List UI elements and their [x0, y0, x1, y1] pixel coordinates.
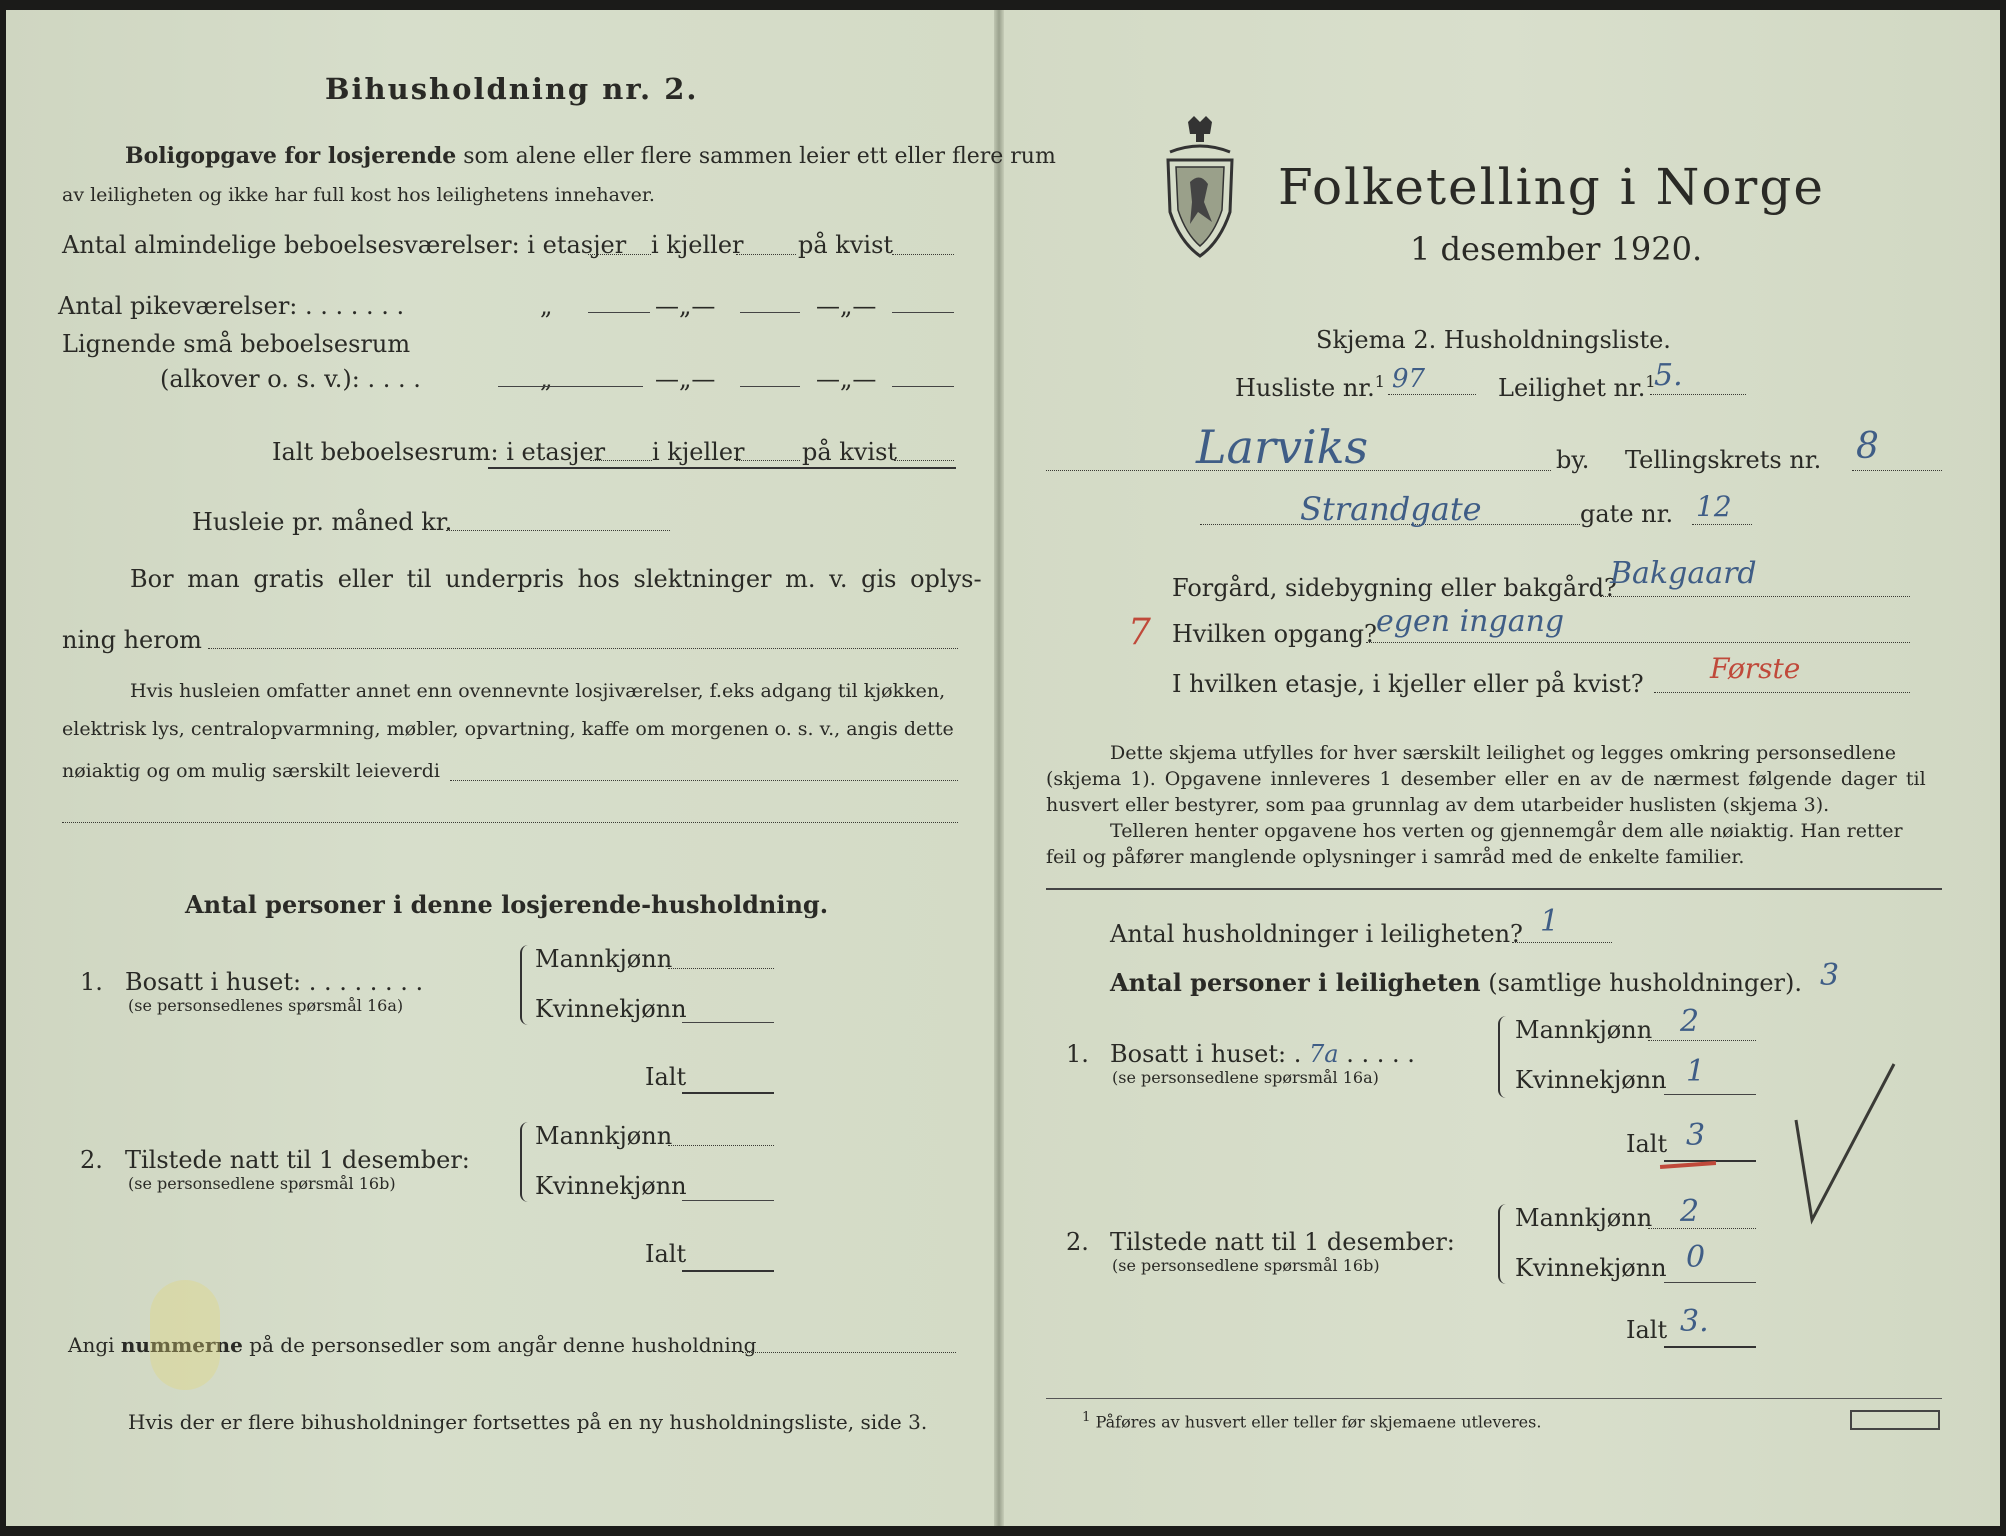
- opgang-field[interactable]: [1366, 642, 1910, 643]
- pike-etasjer-field[interactable]: [588, 312, 650, 313]
- left-q2-num: 2.: [80, 1146, 103, 1174]
- leilighet-label: [1498, 372, 1656, 402]
- pers-label: [1110, 968, 1802, 997]
- gate-value: 12: [1696, 490, 1732, 523]
- husliste-text: Husliste nr.: [1235, 374, 1375, 402]
- bihusholdning-title: Bihusholdning nr. 2.: [325, 72, 699, 106]
- small-rooms-label-1: Lignende små beboelsesrum: [62, 330, 411, 358]
- street-value: Strandgate: [1300, 490, 1482, 528]
- pers-label-rest: (samtlige husholdninger).: [1488, 969, 1803, 997]
- right-q2-ialt-value: 3.: [1680, 1304, 1709, 1339]
- right-q1-sub: (se personsedlene spørsmål 16a): [1112, 1068, 1379, 1087]
- page-fold: [994, 10, 1004, 1526]
- pers-value: 3: [1820, 958, 1840, 993]
- left-q2-ialt-field[interactable]: [682, 1270, 774, 1272]
- ialt-etasjer-field[interactable]: [590, 460, 652, 461]
- section-divider: [1046, 888, 1942, 890]
- paper-stain: [150, 1280, 220, 1390]
- left-q1-kvinne: Kvinnekjønn: [535, 995, 687, 1023]
- krets-value: 8: [1856, 426, 1879, 467]
- left-q1-num: 1.: [80, 968, 103, 996]
- incl-field[interactable]: [450, 780, 958, 781]
- angi-field[interactable]: [742, 1352, 956, 1353]
- footnote-text: Påføres av husvert eller teller før skjemaene utleveres.: [1095, 1412, 1542, 1432]
- hush-value: 1: [1540, 904, 1560, 939]
- right-q2-label: Tilstede natt til 1 desember:: [1110, 1228, 1455, 1256]
- right-q1-ialt: Ialt: [1626, 1130, 1668, 1158]
- ialt-rooms-underline: [488, 467, 956, 469]
- leilighet-value: 5.: [1654, 358, 1683, 393]
- small-ditto-3: —„—: [816, 365, 877, 393]
- right-q1-label: [1110, 1040, 1415, 1068]
- leilighet-field[interactable]: [1650, 394, 1746, 395]
- footnote-sup: 1: [1082, 1410, 1091, 1425]
- rooms-kjeller-field[interactable]: [736, 254, 796, 255]
- left-q2-kvinne-field[interactable]: [682, 1200, 774, 1201]
- pike-ditto-1: „: [540, 292, 553, 320]
- gate-field[interactable]: [1692, 524, 1752, 525]
- left-q2-sub: (se personsedlene spørsmål 16b): [128, 1174, 396, 1193]
- pike-label: Antal pikeværelser: . . . . . . .: [58, 292, 405, 320]
- red-mark: 7: [1128, 612, 1151, 653]
- husliste-field[interactable]: [1388, 394, 1476, 395]
- instr-1: Dette skjema utfylles for hver særskilt leilighet og legges omkring personsedlene: [1110, 742, 1896, 764]
- small-rooms-label-2: (alkover o. s. v.): . . . .: [160, 365, 421, 393]
- etasje-label: I hvilken etasje, i kjeller eller på kvist?: [1172, 670, 1644, 698]
- form-date: 1 desember 1920.: [1410, 230, 1703, 268]
- free-line-2: ning herom: [62, 626, 202, 654]
- coat-of-arms-icon: [1160, 112, 1240, 262]
- gate-label: gate nr.: [1580, 500, 1674, 528]
- intro-bold: Boligopgave for losjerende: [125, 143, 457, 169]
- right-q2-kvinne-value: 0: [1686, 1240, 1706, 1275]
- pike-ditto-2: —„—: [655, 292, 716, 320]
- pike-ditto-3: —„—: [816, 292, 877, 320]
- small-ditto-2: —„—: [655, 365, 716, 393]
- right-q1-brace: [1498, 1016, 1510, 1098]
- left-q2-kvinne: Kvinnekjønn: [535, 1172, 687, 1200]
- free-line-1: Bor man gratis eller til underpris hos slektninger m. v. gis oplys-: [130, 565, 982, 593]
- right-q2-ialt: Ialt: [1626, 1316, 1668, 1344]
- incl-field-2[interactable]: [62, 822, 958, 823]
- small-etasjer-field[interactable]: [498, 386, 643, 387]
- angi-rest: på de personsedler som angår denne husholdning: [249, 1333, 757, 1357]
- right-q1-ialt-value: 3: [1686, 1118, 1706, 1153]
- left-q1-kvinne-field[interactable]: [682, 1022, 774, 1023]
- ialt-kvist-label: på kvist: [802, 438, 898, 466]
- footnote: [1082, 1410, 1541, 1431]
- intro-line-1: [125, 143, 1056, 169]
- small-kvist-field[interactable]: [892, 386, 954, 387]
- rooms-etasjer-field[interactable]: [588, 254, 651, 255]
- left-footer: Hvis der er flere bihusholdninger fortsettes på en ny husholdningsliste, side 3.: [128, 1410, 928, 1434]
- etasje-value: Første: [1710, 652, 1801, 685]
- right-q1-mann-field[interactable]: [1648, 1040, 1756, 1041]
- left-q2-brace: [520, 1122, 532, 1202]
- intro-line-2: av leiligheten og ikke har full kost hos leilighetens innehaver.: [62, 184, 655, 206]
- right-q1-kvinne-value: 1: [1686, 1054, 1706, 1089]
- left-q1-brace: [520, 945, 532, 1025]
- printer-stamp: [1850, 1410, 1940, 1430]
- right-q2-kvinne-field[interactable]: [1664, 1282, 1756, 1283]
- hush-label: Antal husholdninger i leiligheten?: [1110, 920, 1523, 948]
- right-q2-num: 2.: [1066, 1228, 1089, 1256]
- ialt-kjeller-field[interactable]: [736, 460, 800, 461]
- rooms-kjeller-label: i kjeller: [651, 231, 744, 259]
- left-q2-mann-field[interactable]: [668, 1145, 774, 1146]
- right-q1-mark: 7a: [1309, 1040, 1339, 1068]
- right-q1-text: Bosatt i huset: .: [1110, 1040, 1302, 1068]
- right-q2-mann-value: 2: [1680, 1194, 1700, 1229]
- husliste-value: 97: [1392, 364, 1426, 394]
- left-q1-mann: Mannkjønn: [535, 945, 673, 973]
- right-q2-kvinne: Kvinnekjønn: [1515, 1254, 1667, 1282]
- small-kjeller-field[interactable]: [740, 386, 800, 387]
- left-q2-label: Tilstede natt til 1 desember:: [125, 1146, 470, 1174]
- opgang-label: Hvilken opgang?: [1172, 620, 1377, 648]
- rent-field[interactable]: [446, 530, 670, 531]
- check-mark-icon: [1790, 1060, 1900, 1230]
- rent-label: Husleie pr. måned kr.: [192, 508, 453, 536]
- instr-3: husvert eller bestyrer, som paa grunnlag av dem utarbeider huslisten (skjema 3).: [1046, 794, 1830, 816]
- left-q1-label: Bosatt i huset: . . . . . . . .: [125, 968, 424, 996]
- pers-label-bold: Antal personer i leiligheten: [1110, 968, 1481, 997]
- intro-rest: som alene eller flere sammen leier ett eller flere rum: [463, 144, 1056, 169]
- right-q1-num: 1.: [1066, 1040, 1089, 1068]
- city-value: Larviks: [1196, 420, 1369, 474]
- angi-bold: nummerne: [120, 1333, 243, 1357]
- leilighet-sup: 1: [1645, 372, 1656, 391]
- right-q2-mann: Mannkjønn: [1515, 1204, 1653, 1232]
- instr-5: feil og påfører manglende oplysninger i samråd med de enkelte familier.: [1046, 846, 1745, 868]
- left-q1-ialt-field[interactable]: [682, 1092, 774, 1094]
- persons-heading: Antal personer i denne losjerende-husholdning.: [185, 890, 829, 919]
- forgard-value: Bakgaard: [1610, 556, 1757, 591]
- left-q1-sub: (se personsedlenes spørsmål 16a): [128, 996, 404, 1015]
- rooms-kvist-field[interactable]: [892, 254, 954, 255]
- forgard-label: Forgård, sidebygning eller bakgård?: [1172, 574, 1617, 602]
- schema-label: Skjema 2. Husholdningsliste.: [1316, 326, 1671, 354]
- right-q2-mann-field[interactable]: [1648, 1228, 1756, 1229]
- opgang-value: egen ingang: [1376, 604, 1565, 639]
- incl-line-1: Hvis husleien omfatter annet enn ovennevnte losjiværelser, f.eks adgang til kjøkken,: [130, 680, 946, 702]
- right-q2-brace: [1498, 1204, 1510, 1284]
- krets-field[interactable]: [1852, 470, 1942, 471]
- right-q2-sub: (se personsedlene spørsmål 16b): [1112, 1256, 1380, 1275]
- right-q1-dots: . . . . .: [1346, 1040, 1415, 1068]
- left-q2-ialt: Ialt: [645, 1240, 687, 1268]
- form-title: Folketelling i Norge: [1278, 158, 1825, 216]
- left-q2-mann: Mannkjønn: [535, 1122, 673, 1150]
- pike-kvist-field[interactable]: [892, 312, 954, 313]
- instr-2: (skjema 1). Opgavene innleveres 1 desember eller en av de nærmest følgende dager til: [1046, 768, 1926, 790]
- leilighet-text: Leilighet nr.: [1498, 374, 1646, 402]
- instr-4: Telleren henter opgavene hos verten og gjennemgår dem alle nøiaktig. Han retter: [1110, 820, 1903, 842]
- ialt-rooms-label: Ialt beboelsesrum: i etasjer: [272, 438, 606, 466]
- left-q1-ialt: Ialt: [645, 1063, 687, 1091]
- small-ditto-1: „: [540, 365, 553, 393]
- incl-line-2: elektrisk lys, centralopvarmning, møbler, opvartning, kaffe om morgenen o. s. v., angis dette: [62, 718, 954, 740]
- right-q1-kvinne-field[interactable]: [1664, 1094, 1756, 1095]
- footnote-divider: [1046, 1398, 1942, 1399]
- husliste-sup: 1: [1374, 372, 1385, 391]
- right-q1-kvinne: Kvinnekjønn: [1515, 1066, 1667, 1094]
- hush-field[interactable]: [1512, 942, 1612, 943]
- ialt-kvist-field[interactable]: [894, 460, 954, 461]
- etasje-field[interactable]: [1654, 692, 1910, 693]
- right-q1-mann: Mannkjønn: [1515, 1016, 1653, 1044]
- ialt-kjeller-label: i kjeller: [652, 438, 745, 466]
- krets-label: Tellingskrets nr.: [1625, 446, 1822, 474]
- right-q1-mann-value: 2: [1680, 1004, 1700, 1039]
- rooms-label: Antal almindelige beboelsesværelser: i etasjer: [62, 231, 627, 259]
- right-q2-ialt-field[interactable]: [1664, 1346, 1756, 1348]
- free-field[interactable]: [208, 648, 958, 649]
- forgard-field[interactable]: [1600, 596, 1910, 597]
- left-q1-mann-field[interactable]: [668, 968, 774, 969]
- rooms-kvist-label: på kvist: [798, 231, 894, 259]
- pike-kjeller-field[interactable]: [740, 312, 800, 313]
- by-label: by.: [1556, 446, 1590, 474]
- husliste-label: [1235, 372, 1385, 402]
- incl-line-3: nøiaktig og om mulig særskilt leieverdi: [62, 760, 440, 782]
- angi-pre: Angi: [68, 1333, 115, 1357]
